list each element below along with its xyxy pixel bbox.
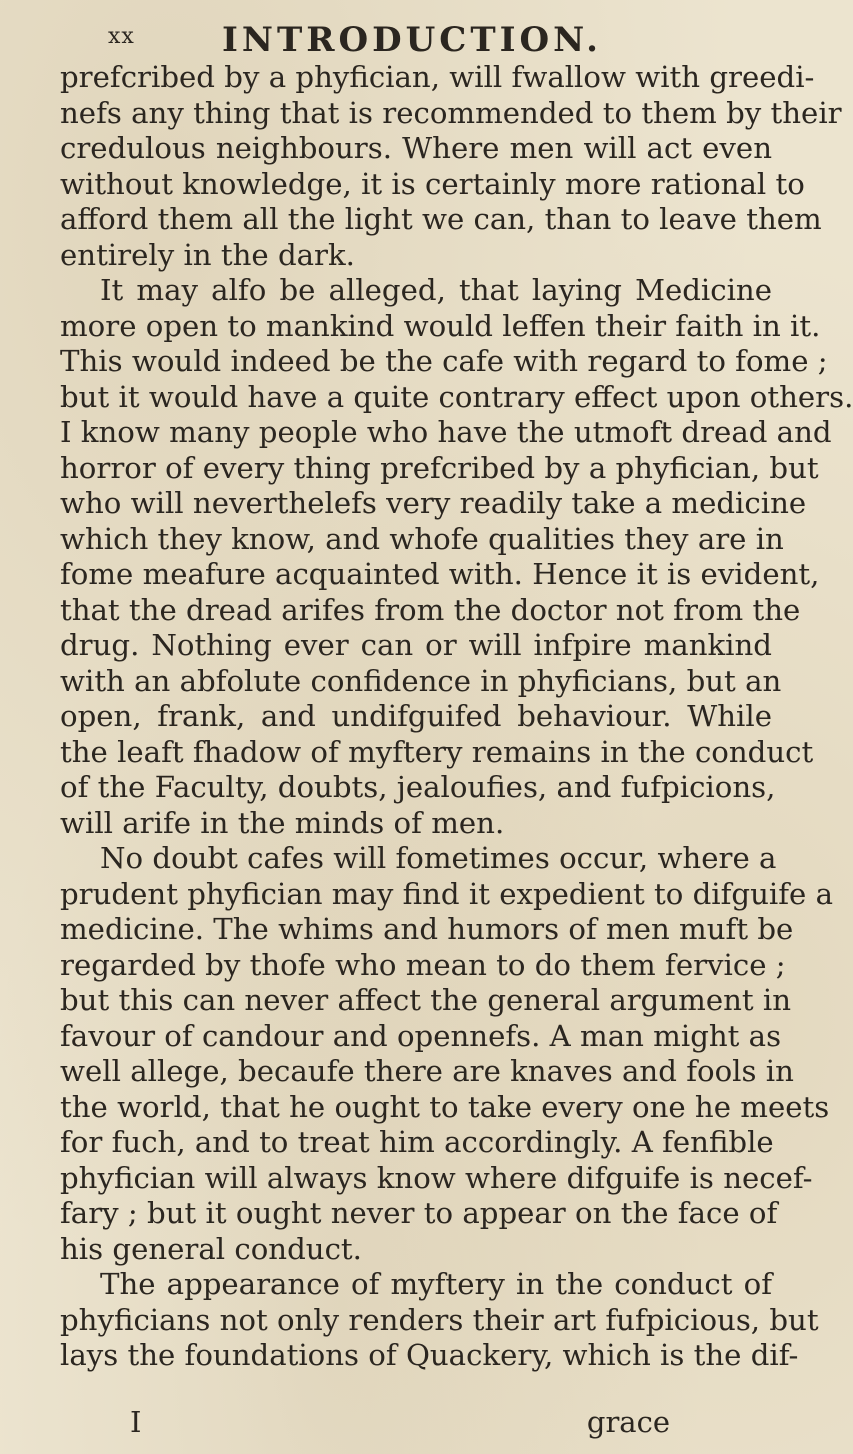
catchword: grace	[586, 1405, 670, 1439]
text-line: nefs any thing that is recommended to them by their	[60, 95, 842, 130]
text-line: prudent phyfician may find it expedient to difguife a	[60, 876, 833, 911]
text-line: I know many people who have the utmoft dread and	[60, 415, 832, 449]
text-line: fary ; but it ought never to appear on the face of	[60, 1196, 778, 1230]
text-line: that the dread arifes from the doctor not from the	[60, 592, 801, 627]
text-line: will arife in the minds of men.	[60, 805, 505, 840]
text-line: This would indeed be the cafe with regard to fome ;	[60, 344, 828, 378]
text-line: the leaft fhadow of myftery remains in the conduct	[60, 734, 814, 769]
text-line: more open to mankind would leffen their faith in it.	[60, 308, 821, 343]
text-line: his general conduct.	[60, 1231, 362, 1266]
text-line: who will neverthelefs very readily take a medicine	[60, 486, 807, 520]
text-line: but this can never affect the general argument in	[60, 983, 792, 1017]
text-line: phyfician will always know where difguife is necef-	[60, 1160, 813, 1195]
text-line: horror of every thing prefcribed by a phyfician, but	[60, 450, 819, 485]
text-line: well allege, becaufe there are knaves and fools in	[60, 1054, 794, 1088]
running-head	[108, 20, 732, 60]
text-line: fome meafure acquainted with. Hence it is evident,	[60, 557, 820, 591]
text-line: for fuch, and to treat him accordingly. A fenfible	[60, 1125, 774, 1159]
text-line: credulous neighbours. Where men will act even	[60, 131, 772, 165]
text-line: lays the foundations of Quackery, which is the dif-	[60, 1338, 799, 1372]
text-line: of the Faculty, doubts, jealoufies, and fufpicions,	[60, 770, 776, 804]
paragraph-start: The appearance of myftery in the conduct of	[100, 1267, 772, 1301]
paragraph-start: No doubt cafes will fometimes occur, where a	[100, 841, 777, 875]
page-number: xx	[108, 24, 135, 49]
text-line: which they know, and whofe qualities they are in	[60, 521, 784, 556]
page-title: INTRODUCTION.	[222, 20, 602, 60]
book-page	[60, 0, 853, 1454]
text-line: afford them all the light we can, than to leave them	[60, 202, 822, 236]
signature-mark: I	[130, 1405, 142, 1439]
text-line: prefcribed by a phyfician, will fwallow with greedi-	[60, 60, 815, 94]
paragraph-start: It may alfo be alleged, that laying Medicine	[100, 273, 772, 307]
text-line: medicine. The whims and humors of men muft be	[60, 912, 794, 946]
text-line: the world, that he ought to take every one he meets	[60, 1089, 830, 1124]
text-line: open, frank, and undifguifed behaviour. While	[60, 699, 772, 733]
text-line: phyficians not only renders their art fufpicious, but	[60, 1302, 819, 1337]
text-line: but it would have a quite contrary effect upon others.	[60, 379, 853, 414]
text-line: regarded by thofe who mean to do them fervice ;	[60, 947, 786, 982]
body-text	[60, 60, 853, 1374]
text-line: favour of candour and opennefs. A man might as	[60, 1018, 782, 1053]
text-line: with an abfolute confidence in phyficians, but an	[60, 663, 782, 698]
text-line: without knowledge, it is certainly more rational to	[60, 166, 805, 201]
text-line: entirely in the dark.	[60, 237, 355, 272]
catchline	[130, 1404, 670, 1440]
text-line: drug. Nothing ever can or will infpire mankind	[60, 628, 772, 662]
